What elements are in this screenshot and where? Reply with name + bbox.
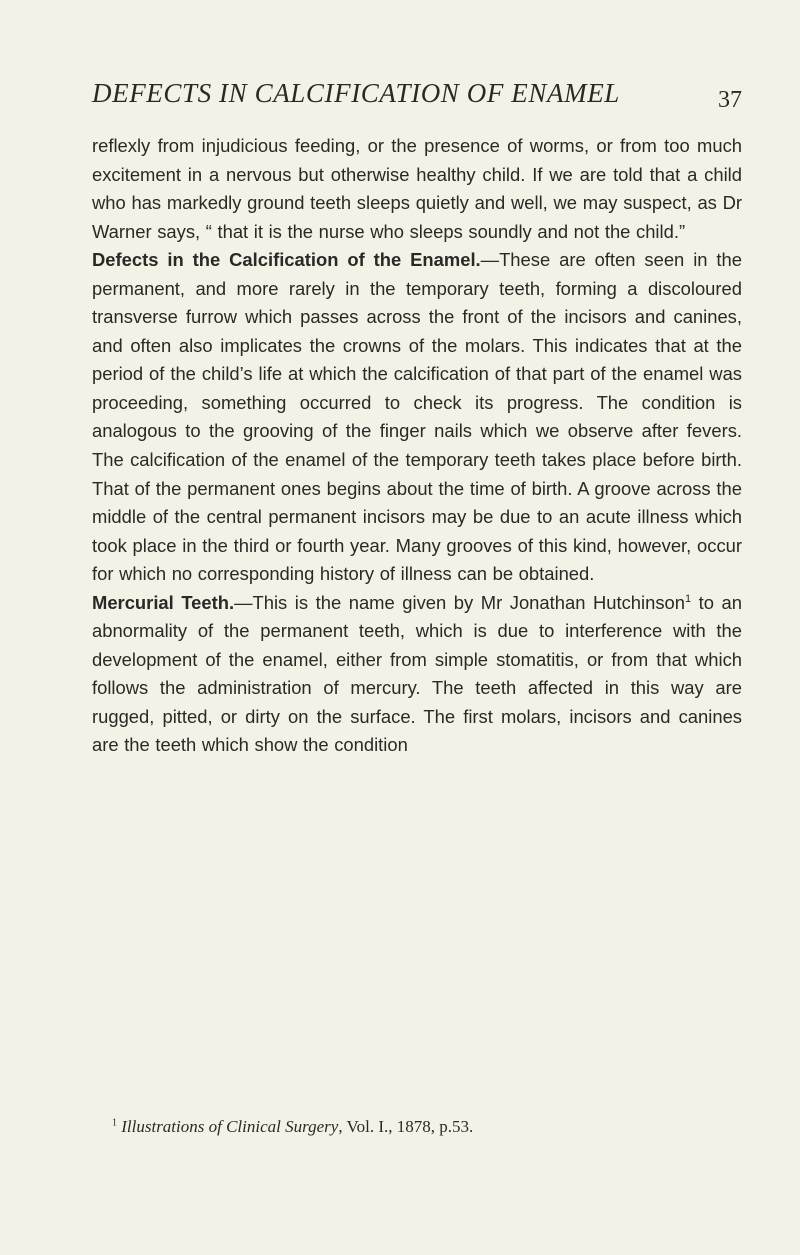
footnote [112, 1117, 752, 1137]
footnote-reference: 1 [684, 592, 692, 605]
body-text [92, 132, 742, 760]
paragraph-continued [92, 132, 742, 246]
footnote-citation: , Vol. I., 1878, p.53. [338, 1117, 474, 1136]
section-heading-defects: Defects in the Calcification of the Enamel. [92, 249, 481, 271]
page-number: 37 [718, 87, 742, 113]
running-title: DEFECTS IN CALCIFICATION OF ENAMEL [92, 78, 620, 108]
paragraph-text: —This is the name given by Mr Jonathan Hutchinson [234, 591, 685, 613]
paragraph-text: to an abnormality of the permanent teeth, which is due to interference with the development of the enamel, either from simple stomatitis, or from that which follows the administration of mercury. The teeth affected in this way are rugged, pitted, or dirty on the surface. The first molars, incisors and canines are the teeth which show the condition [92, 591, 742, 756]
paragraph-defects-calcification [92, 246, 742, 589]
paragraph-text: reflexly from injudicious feeding, or the presence of worms, or from too much excitement in a nervous but otherwise healthy child. If we are told that a child who has markedly ground teeth sleeps quietly and well, we may suspect, as Dr Warner says, “ that it is the nurse who sleeps soundly and not the child.” [92, 135, 742, 242]
paragraph-mercurial-teeth [92, 589, 742, 760]
footnote-work-title: Illustrations of Clinical Surgery [121, 1117, 339, 1136]
section-heading-mercurial: Mercurial Teeth. [92, 591, 235, 613]
footnote-marker: 1 [112, 1117, 117, 1129]
paragraph-text: —These are often seen in the permanent, and more rarely in the temporary teeth, forming a discoloured transverse furrow which passes across the front of the incisors and canines, and often also implicates the crowns of the molars. This indicates that at the period of the child’s life at which the calcification of that part of the enamel was proceeding, something occurred to check its progress. The condition is analogous to the grooving of the finger nails which we observe after fevers. The calcification of the enamel of the temporary teeth takes place before birth. That of the permanent ones begins about the time of birth. A groove across the middle of the central permanent incisors may be due to an acute illness which took place in the third or fourth year. Many grooves of this kind, however, occur for which no corresponding history of illness can be obtained. [92, 249, 742, 585]
running-head [92, 78, 742, 122]
